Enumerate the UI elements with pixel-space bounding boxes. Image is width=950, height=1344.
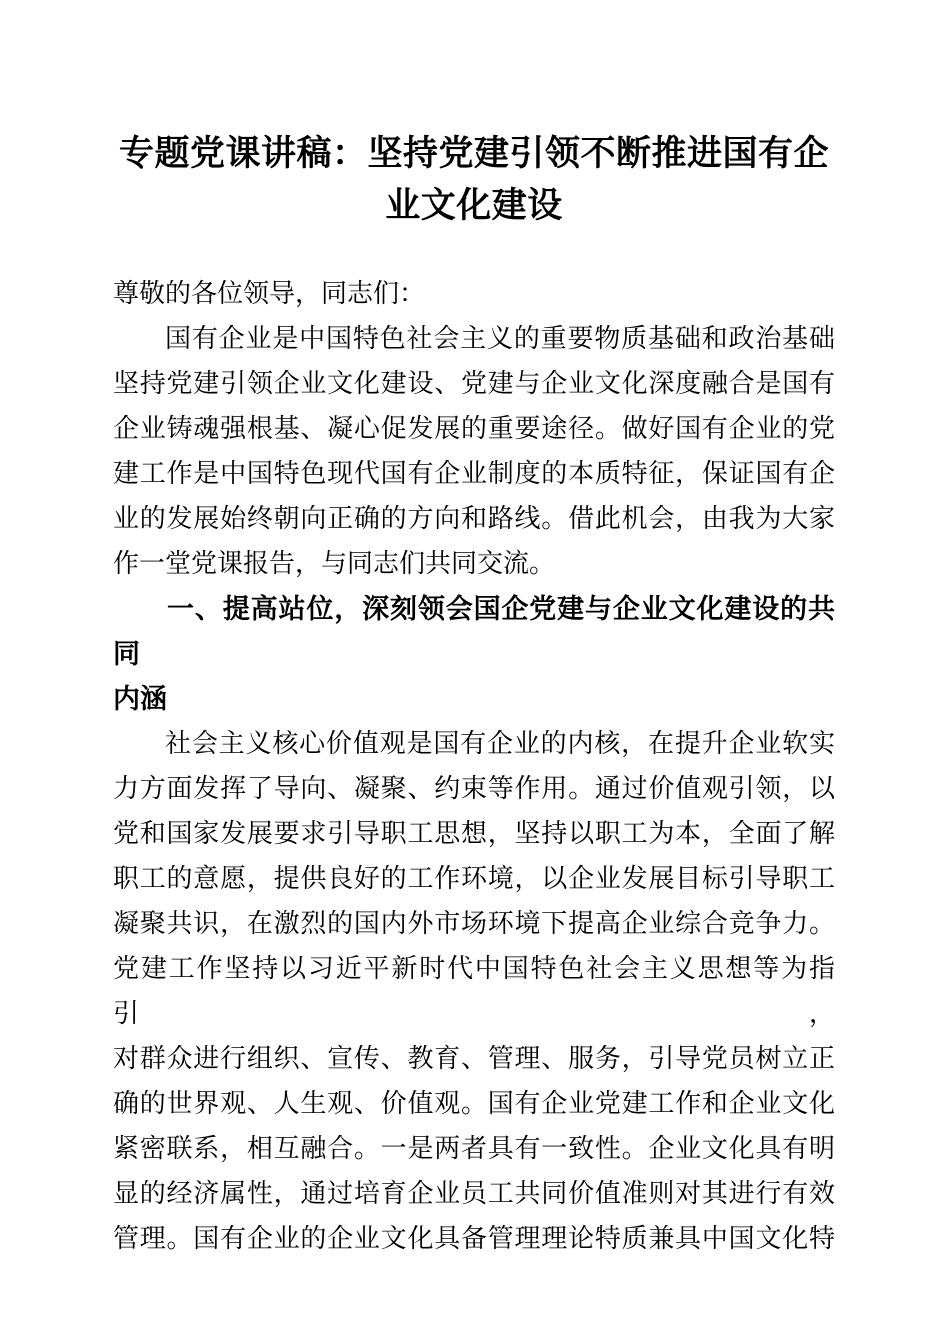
- text-line: 内涵: [113, 684, 167, 715]
- text-line: 一、提高站位，深刻领会国企党建与企业文化建设的共同: [113, 594, 835, 670]
- title-line: 专题党课讲稿：坚持党建引领不断推进国有企: [118, 133, 829, 174]
- text-line: 确的世界观、人生观、价值观。国有企业党建工作和企业文化: [113, 1089, 835, 1119]
- paragraph: [113, 272, 835, 317]
- title-line: 业文化建设: [385, 185, 563, 226]
- text-line: 管理。国有企业的企业文化具备管理理论特质兼具中国文化特: [113, 1224, 835, 1254]
- text-line: 建工作是中国特色现代国有企业制度的本质特征，保证国有企: [113, 459, 835, 489]
- section-heading: [113, 587, 835, 722]
- text-line: 社会主义核心价值观是国有企业的内核，在提升企业软实: [165, 729, 835, 759]
- document-content: [113, 128, 835, 1262]
- text-line: 紧密联系，相互融合。一是两者具有一致性。企业文化具有明: [113, 1134, 835, 1164]
- paragraph: [113, 317, 835, 587]
- text-line: 业的发展始终朝向正确的方向和路线。借此机会，由我为大家: [113, 504, 835, 534]
- text-line: 坚持党建引领企业文化建设、党建与企业文化深度融合是国有: [113, 369, 835, 399]
- document-title: [113, 128, 835, 232]
- text-line: 对群众进行组织、宣传、教育、管理、服务，引导党员树立正: [113, 1044, 835, 1074]
- text-line: 企业铸魂强根基、凝心促发展的重要途径。做好国有企业的党: [113, 414, 835, 444]
- text-line: 尊敬的各位领导，同志们：: [113, 279, 426, 309]
- text-line: 力方面发挥了导向、凝聚、约束等作用。通过价值观引领，以: [113, 774, 835, 804]
- text-line: 显的经济属性，通过培育企业员工共同价值准则对其进行有效: [113, 1179, 835, 1209]
- text-line: 国有企业是中国特色社会主义的重要物质基础和政治基础: [165, 324, 835, 354]
- text-line: 凝聚共识，在激烈的国内外市场环境下提高企业综合竞争力。: [113, 909, 835, 939]
- document-body: [113, 272, 835, 1262]
- text-line: 党和国家发展要求引导职工思想，坚持以职工为本，全面了解: [113, 819, 835, 849]
- text-line: 职工的意愿，提供良好的工作环境，以企业发展目标引导职工: [113, 864, 835, 894]
- text-line: 作一堂党课报告，与同志们共同交流。: [113, 549, 556, 579]
- paragraph: [113, 722, 835, 1262]
- text-line: 党建工作坚持以习近平新时代中国特色社会主义思想等为指引，: [113, 954, 835, 1029]
